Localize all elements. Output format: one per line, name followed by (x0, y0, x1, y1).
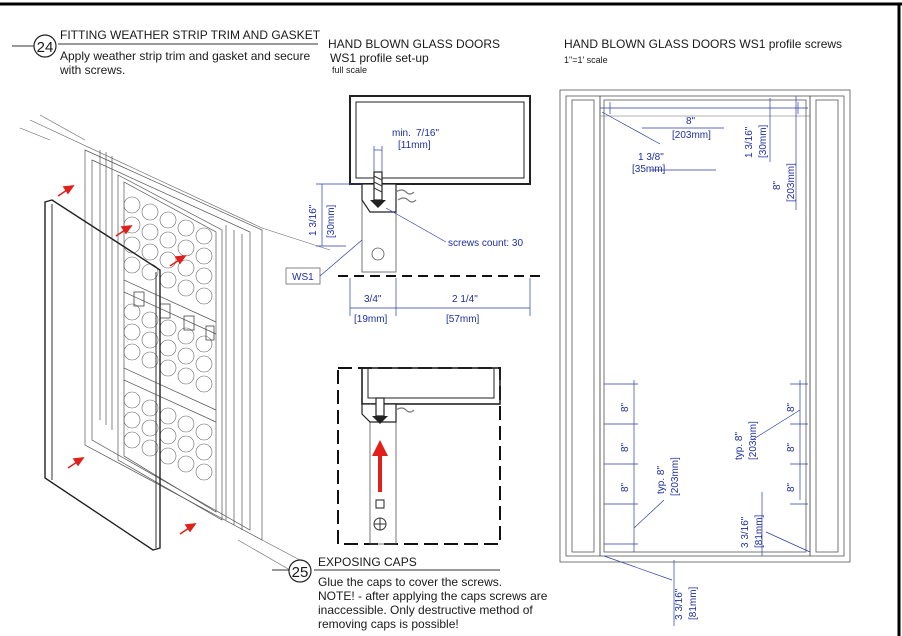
dim-top-span: 8" (686, 116, 696, 127)
cap-piece (376, 500, 384, 508)
dim-right-spacing-mm: [203mm] (786, 163, 797, 202)
cap-arrow (372, 440, 388, 492)
profile-scale: full scale (332, 65, 368, 75)
dim-corner-mm: [35mm] (632, 164, 666, 175)
step-24-line-2: with screws. (60, 63, 126, 77)
dim-typ-right: typ. 8" (734, 431, 745, 460)
step-25-block (272, 555, 548, 631)
glass-rondels (124, 197, 212, 480)
dim-left-8-a: 8" (620, 402, 631, 412)
dim-right-spacing: 8" (772, 180, 783, 190)
dim-typ-left-mm: [203mm] (670, 457, 681, 496)
screws-view-title: HAND BLOWN GLASS DOORS WS1 profile screws (564, 37, 843, 51)
step-25-number: 25 (291, 564, 309, 581)
dim-height: 1 3/16" (308, 204, 319, 236)
dim-width-a: 3/4" (364, 294, 382, 305)
dim-min-value: 7/16" (416, 128, 440, 139)
dim-right-8-a: 8" (786, 402, 797, 412)
dim-typ-right-mm: [203mm] (748, 421, 759, 460)
dim-typ-left: typ. 8" (656, 465, 667, 494)
dim-right-8-b: 8" (786, 442, 797, 452)
profile-title: HAND BLOWN GLASS DOORS (328, 37, 501, 51)
step-24-header (12, 28, 321, 77)
door-isometric (20, 115, 330, 570)
step-25-line-3: inaccessible. Only destructive method of (318, 603, 533, 617)
step-25-line-1: Glue the caps to cover the screws. (318, 575, 503, 589)
install-arrows (58, 186, 195, 534)
dim-end-bottom: 3 3/16" (674, 588, 685, 620)
glass-panel (45, 200, 160, 550)
dim-end-right: 3 3/16" (740, 516, 751, 548)
dim-end-right-mm: [81mm] (754, 514, 765, 548)
ws1-label: WS1 (292, 272, 314, 283)
profile-subtitle: WS1 profile set-up (330, 51, 429, 65)
dim-end-bottom-mm: [81mm] (688, 586, 699, 620)
dim-left-8-c: 8" (620, 482, 631, 492)
dim-right-8-c: 8" (786, 482, 797, 492)
profile-screws-view (560, 37, 850, 626)
dim-corner: 1 3/8" (638, 152, 664, 163)
step-25-line-2: NOTE! - after applying the caps screws are (318, 589, 548, 603)
dim-right-offset: 1 3/16" (744, 126, 755, 158)
dim-width-b: 2 1/4" (452, 294, 478, 305)
dim-left-8-b: 8" (620, 442, 631, 452)
dim-width-a-mm: [19mm] (354, 314, 388, 325)
dim-top-span-mm: [203mm] (672, 130, 711, 141)
dim-right-offset-mm: [30mm] (758, 124, 769, 158)
dim-min-mm: [11mm] (398, 140, 431, 151)
dim-height-mm: [30mm] (326, 204, 337, 238)
cap-detail-view (338, 368, 500, 544)
step-24-title: FITTING WEATHER STRIP TRIM AND GASKET (60, 28, 321, 42)
screws-view-scale: 1"=1' scale (564, 55, 608, 65)
dim-width-b-mm: [57mm] (446, 314, 480, 325)
step-24-line-1: Apply weather strip trim and gasket and secure (60, 49, 311, 63)
dim-min-prefix: min. (392, 128, 411, 139)
step-24-number: 24 (36, 39, 54, 56)
profile-setup-view (286, 37, 540, 325)
screws-count-note: screws count: 30 (448, 238, 524, 249)
step-25-line-4: removing caps is possible! (318, 617, 459, 631)
step-25-title: EXPOSING CAPS (318, 555, 417, 569)
